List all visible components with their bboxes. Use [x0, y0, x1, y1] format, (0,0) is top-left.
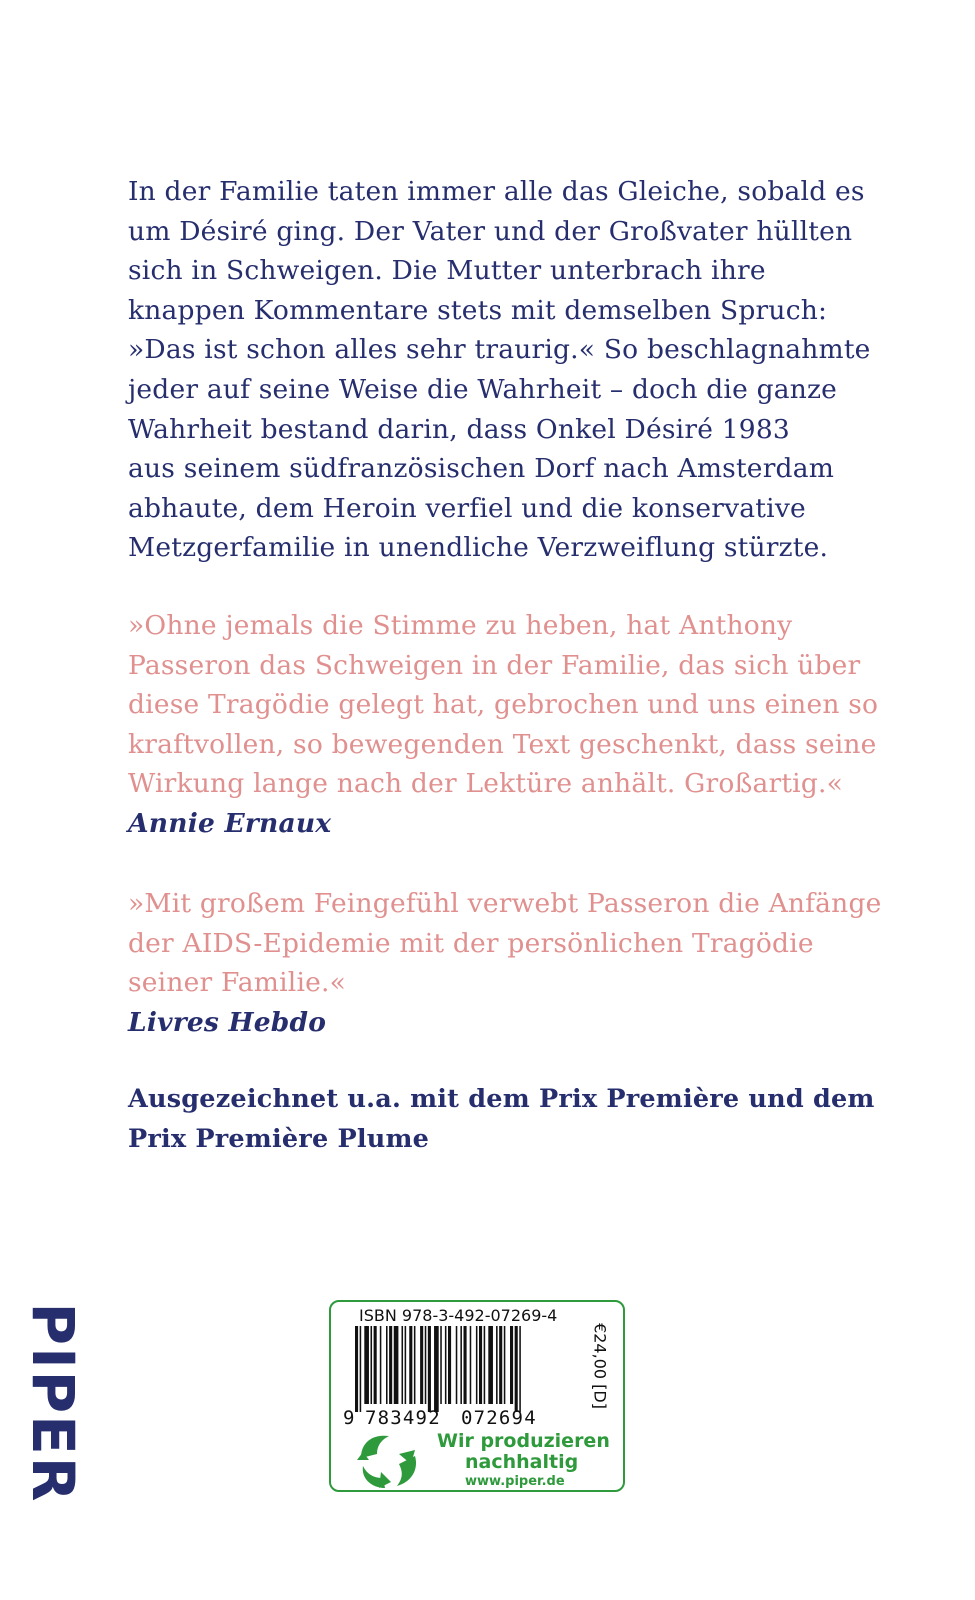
quote-line: »Ohne jemals die Stimme zu heben, hat Anthony	[128, 610, 793, 641]
barcode-bar	[510, 1326, 513, 1404]
barcode-bar	[434, 1326, 439, 1412]
barcode-bar	[355, 1326, 358, 1412]
barcode-bar	[515, 1326, 518, 1412]
barcode-bar	[448, 1326, 451, 1404]
recycle-leaf-icon	[355, 1430, 421, 1490]
barcode-bar	[440, 1326, 442, 1404]
review-quote-livres-hebdo	[128, 884, 882, 1042]
barcode-bar	[484, 1326, 486, 1404]
barcode-bar	[420, 1326, 423, 1404]
barcode-bar	[360, 1326, 362, 1412]
barcode-digit-first: 9	[343, 1407, 355, 1428]
barcode-bar	[464, 1326, 467, 1404]
blurb-line: abhaute, dem Heroin verfiel und die konservative	[128, 492, 806, 524]
barcode-bar	[405, 1326, 407, 1404]
blurb-line: aus seinem südfranzösischen Dorf nach Amsterdam	[128, 453, 835, 485]
barcode-bar	[445, 1326, 447, 1404]
barcode-bar	[425, 1326, 427, 1404]
blurb-line: In der Familie taten immer alle das Gleiche, sobald es	[128, 176, 865, 207]
barcode-bar	[380, 1326, 382, 1404]
quote-line: diese Tragödie gelegt hat, gebrochen und uns einen so	[128, 689, 879, 721]
quote-line: Wirkung lange nach der Lektüre anhält. Großartig.«	[128, 768, 844, 800]
blurb-line: »Das ist schon alles sehr traurig.« So beschlagnahmte	[128, 334, 871, 366]
barcode-bar	[371, 1326, 373, 1404]
quote-line: der AIDS-Epidemie mit der persönlichen Tragödie	[128, 927, 814, 959]
barcode-bar	[414, 1326, 416, 1404]
barcode-bar	[386, 1326, 388, 1404]
barcode-box	[329, 1300, 625, 1492]
barcode-bar	[428, 1326, 431, 1412]
barcode-digits-right: 072694	[461, 1407, 537, 1428]
quote-line: Passeron das Schweigen in der Familie, das sich über	[128, 649, 861, 681]
eco-slogan-line1: Wir produzieren	[437, 1430, 610, 1452]
barcode-bar	[479, 1326, 482, 1404]
barcode-bar	[456, 1326, 458, 1404]
eco-slogan-line2: nachhaltig	[465, 1451, 579, 1473]
quote-line: kraftvollen, so bewegenden Text geschenkt, dass seine	[128, 728, 877, 760]
barcode-bar	[496, 1326, 498, 1404]
barcode-bar	[476, 1326, 478, 1404]
blurb-line: jeder auf seine Weise die Wahrheit – doch die ganze	[128, 373, 838, 405]
blurb-text	[128, 172, 871, 568]
blurb-line: knappen Kommentare stets mit demselben Spruch:	[128, 294, 828, 326]
quote-attribution: Annie Ernaux	[128, 807, 332, 839]
quote-line: »Mit großem Feingefühl verwebt Passeron die Anfänge	[128, 888, 882, 919]
blurb-line: sich in Schweigen. Die Mutter unterbrach ihre	[128, 255, 766, 287]
barcode-digits-left: 783492	[365, 1407, 441, 1428]
barcode-bar	[409, 1326, 412, 1404]
quote-line: seiner Familie.«	[128, 967, 347, 999]
blurb-line: Wahrheit bestand darin, dass Onkel Désiré 1983	[128, 413, 790, 445]
barcode-bar	[364, 1326, 369, 1404]
barcode-bar	[504, 1326, 506, 1404]
award-text	[128, 1080, 875, 1159]
barcode-bar	[389, 1326, 392, 1404]
barcode-bar	[402, 1326, 404, 1404]
review-quote-ernaux	[128, 606, 879, 844]
blurb-line: Metzgerfamilie in unendliche Verzweiflung stürzte.	[128, 532, 829, 564]
barcode-bar	[460, 1326, 462, 1404]
barcode-bar	[488, 1326, 493, 1404]
barcode-icon	[341, 1326, 573, 1428]
publisher-logo	[19, 1302, 87, 1504]
barcode-bar	[519, 1326, 521, 1412]
barcode-bar	[470, 1326, 472, 1404]
award-line: Prix Première Plume	[128, 1123, 430, 1154]
barcode-bar	[374, 1326, 377, 1404]
barcode-bar	[394, 1326, 399, 1404]
isbn-label: ISBN 978-3-492-07269-4	[359, 1306, 558, 1325]
price-text: €24,00 [D]	[590, 1323, 610, 1409]
blurb-line: um Désiré ging. Der Vater und der Großvater hüllten	[128, 215, 853, 247]
publisher-name: PIPER	[19, 1302, 87, 1504]
quote-attribution: Livres Hebdo	[128, 1006, 327, 1038]
publisher-url: www.piper.de	[465, 1474, 565, 1489]
barcode-bar	[499, 1326, 502, 1404]
price-label	[575, 1316, 625, 1416]
award-line: Ausgezeichnet u.a. mit dem Prix Première und dem	[128, 1084, 875, 1114]
